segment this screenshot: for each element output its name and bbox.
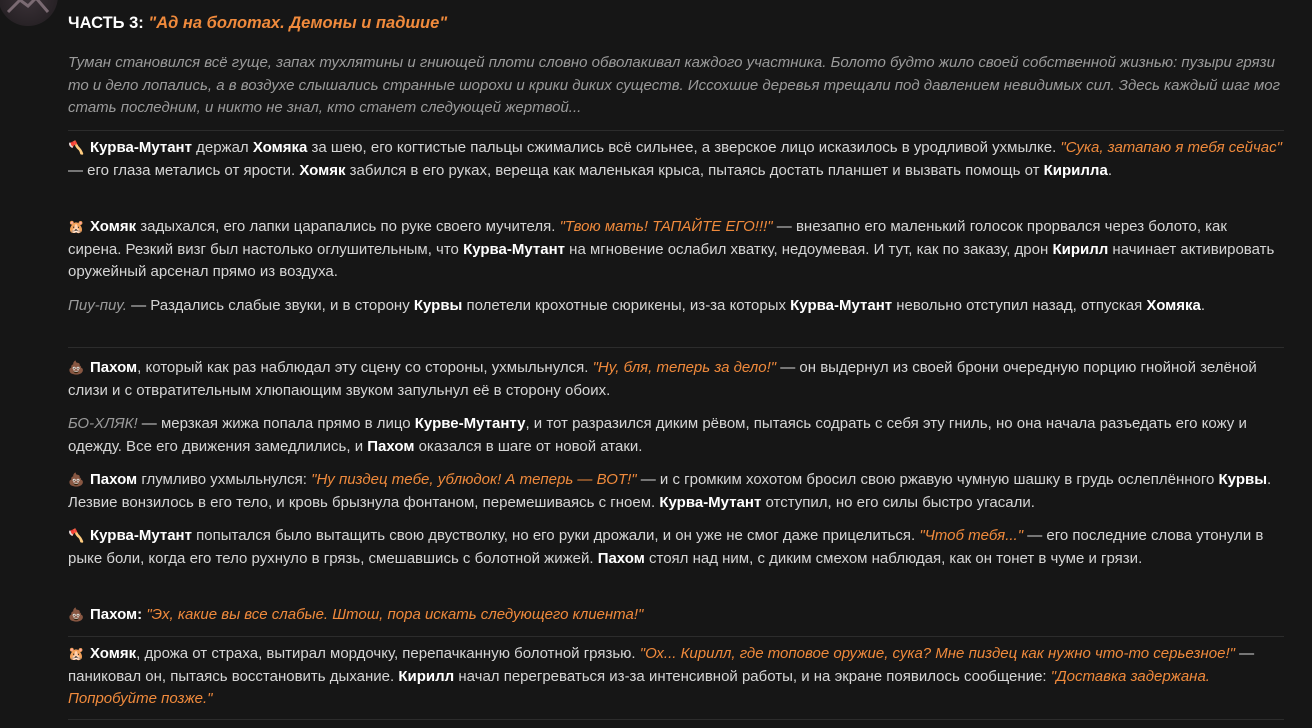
divider — [68, 347, 1284, 348]
text: невольно отступил назад, отпуская — [892, 297, 1147, 314]
text: , и тот разразился диким рёвом, пытаясь содрать с себя эту гниль, но она начала разъедать его кожу и одежду. Все его движения замедлились, и — [68, 415, 1247, 455]
character-name: Курвы — [1218, 471, 1268, 488]
text: — его последние слова утонули в рыке боли, когда его тело рухнуло в грязь, смешавшись с болотной жижей. — [68, 527, 1264, 567]
heading-title: "Ад на болотах. Демоны и падшие" — [148, 14, 448, 32]
character-name: Курва-Мутант — [463, 240, 566, 258]
character-name: Пахом — [90, 471, 138, 488]
text: , дрожа от страха, вытирал мордочку, перепачканную болотной грязью. — [136, 645, 640, 662]
character-name: Хомяка — [252, 139, 308, 156]
text: за шею, его когтистые пальцы сжимались всё сильнее, а зверское лицо исказилось в уродливой ухмылке. — [307, 139, 1061, 156]
divider — [68, 130, 1284, 131]
text: . Лезвие вонзилось в его тело, и кровь брызнула фонтаном, перемешиваясь с гноем. — [68, 471, 1272, 511]
text: — его глаза метались от ярости. — [68, 161, 300, 179]
hamster-icon: 🐹 — [68, 219, 85, 234]
text: начал перегреваться из-за интенсивной работы, и на экране появилось сообщение: — [454, 667, 1051, 685]
divider — [68, 719, 1284, 720]
text: — внезапно его маленький голосок прорвался через болото, как сирена. Резкий визг был настолько оглушительным, что — [68, 218, 1227, 258]
text: . — [1200, 297, 1206, 314]
text: . — [1107, 161, 1112, 179]
text: на мгновение ослабил хватку, недоумевая. И тут, как по заказу, дрон — [565, 240, 1053, 258]
character-name: Пахом — [597, 549, 645, 567]
text: — мерзкая жижа попала прямо в лицо — [137, 415, 415, 432]
sound-effect: Пиу-пиу. — [68, 297, 127, 314]
character-name: Хомяк — [299, 161, 346, 179]
character-name: Кирилл — [1052, 240, 1109, 258]
quote: "Ну, бля, теперь за дело!" — [592, 359, 777, 376]
text: забился в его руках, вереща как маленькая крыса, пытаясь достать планшет и вызвать помощь от — [345, 161, 1044, 179]
page-title — [68, 14, 447, 33]
paragraph-4 — [68, 357, 1284, 402]
quote: "Твою мать! ТАПАЙТЕ ЕГО!!!" — [559, 218, 773, 235]
quote: "Доставка задержана. Попробуйте позже." — [68, 667, 1210, 707]
text: попытался было вытащить свою двустволку, но его руки дрожали, и он уже не смог даже прицелиться. — [191, 527, 920, 544]
character-name: Курва-Мутант — [790, 297, 893, 314]
hamster-icon: 🐹 — [68, 646, 85, 661]
text: задыхался, его лапки царапались по руке своего мучителя. — [136, 218, 560, 235]
character-name: Хомяка — [1146, 297, 1201, 314]
character-name: Пахом: — [90, 606, 143, 623]
paragraph-5 — [68, 413, 1284, 458]
divider — [68, 636, 1284, 637]
character-name: Хомяк — [90, 645, 137, 662]
paragraph-9 — [68, 643, 1284, 711]
paragraph-2 — [68, 216, 1284, 284]
paragraph-3 — [68, 295, 1284, 318]
quote: "Чтоб тебя..." — [919, 527, 1024, 544]
axe-icon: 🪓 — [68, 140, 85, 155]
character-name: Курва-Мутант — [659, 493, 762, 511]
avatar[interactable] — [0, 0, 58, 26]
poo-icon: 💩 — [68, 607, 85, 622]
character-name: Хомяк — [90, 218, 137, 235]
sound-effect: БО-ХЛЯК! — [68, 415, 138, 432]
character-name: Курва-Мутант — [90, 139, 192, 156]
text: — он выдернул из своей брони очередную порцию гнойной зелёной слизи и с отвратительным хлюпающим звуком запульнул её в сторону обоих. — [68, 359, 1257, 399]
character-name: Пахом — [90, 359, 138, 376]
quote: "Ох... Кирилл, где топовое оружие, сука? Мне пиздец как нужно что-то серьезное!" — [639, 645, 1235, 662]
heading-prefix: ЧАСТЬ 3: — [68, 14, 144, 32]
paragraph-8 — [68, 604, 1284, 627]
quote: "Ну пиздец тебе, ублюдок! А теперь — ВОТ!" — [311, 471, 637, 488]
text: начинает активировать оружейный арсенал прямо из воздуха. — [68, 240, 1275, 280]
text: держал — [191, 139, 253, 156]
character-name: Курва-Мутант — [90, 527, 192, 544]
poo-icon: 💩 — [68, 472, 85, 487]
text: отступил, но его силы быстро угасали. — [761, 493, 1035, 511]
text: стоял над ним, с диким смехом наблюдая, как он тонет в чуме и грязи. — [644, 549, 1143, 567]
text: — Раздались слабые звуки, и в сторону — [126, 297, 414, 314]
character-name: Курвы — [413, 297, 463, 314]
text: — паниковал он, пытаясь восстановить дыхание. — [68, 645, 1255, 685]
character-name: Пахом — [367, 437, 415, 455]
text: — и с громким хохотом бросил свою ржавую чумную шашку в грудь ослеплённого — [636, 471, 1219, 488]
paragraph-7 — [68, 525, 1284, 570]
paragraph-1 — [68, 137, 1284, 182]
text: полетели крохотные сюрикены, из-за которых — [462, 297, 791, 314]
text: глумливо ухмыльнулся: — [137, 471, 312, 488]
axe-icon: 🪓 — [68, 528, 85, 543]
text: , который как раз наблюдал эту сцену со стороны, ухмыльнулся. — [137, 359, 593, 376]
character-name: Курве-Мутанту — [414, 415, 526, 432]
quote: "Сука, затапаю я тебя сейчас" — [1060, 139, 1282, 156]
poo-icon: 💩 — [68, 360, 85, 375]
intro-paragraph: Туман становился всё гуще, запах тухлятины и гниющей плоти словно обволакивал каждого участника. Болото будто жило своей собственной жизнью: пузыри грязи то и дело лопались, а в воздухе слышались странные шорохи и крики диких существ. Иссохшие деревья трещали под давлением невидимых сил. Здесь каждый шаг мог стать последним, и никто не знал, кто станет следующей жертвой... — [68, 54, 1280, 116]
paragraph-6 — [68, 469, 1284, 514]
quote: "Эх, какие вы все слабые. Штош, пора искать следующего клиента!" — [146, 606, 644, 623]
character-name: Кирилла — [1043, 161, 1108, 179]
text: оказался в шаге от новой атаки. — [414, 437, 643, 455]
character-name: Кирилл — [398, 667, 455, 685]
